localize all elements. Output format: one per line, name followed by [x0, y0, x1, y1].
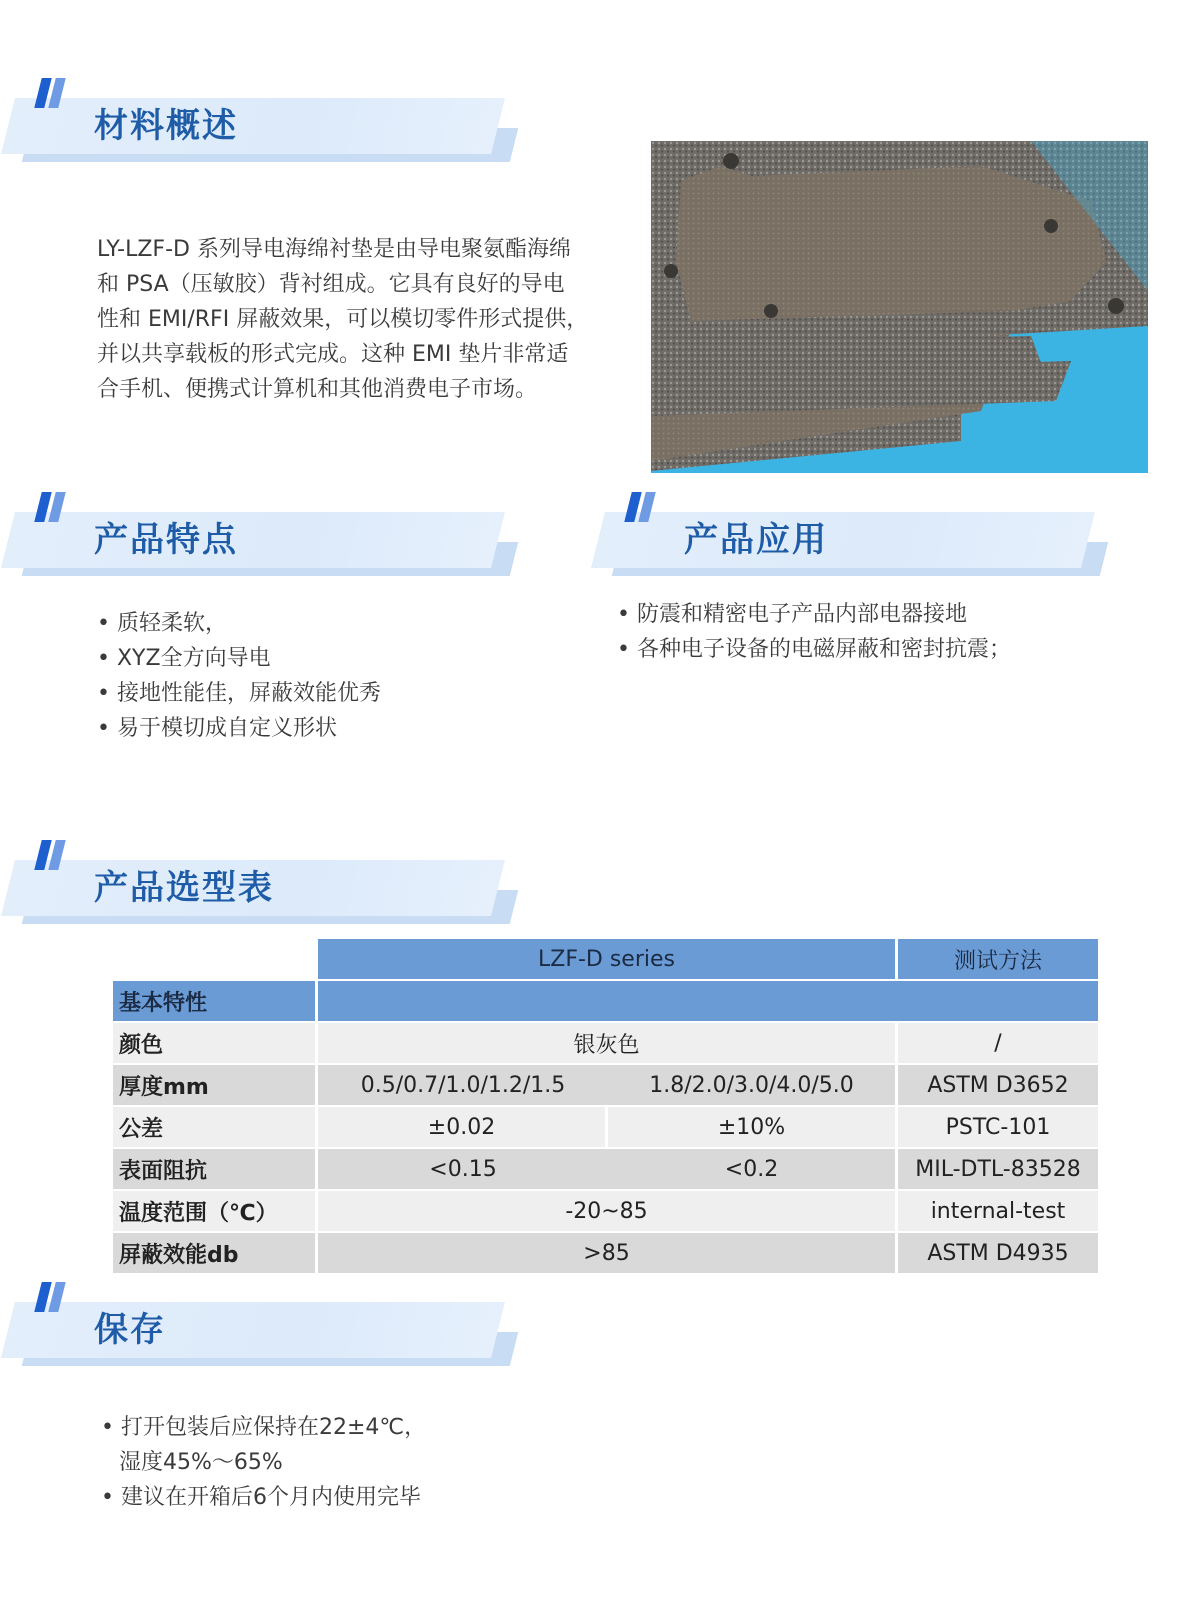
applications-list: [617, 597, 1011, 667]
section-header-applications: [590, 510, 1110, 582]
overview-line: 性和 EMI/RFI 屏蔽效果，可以模切零件形式提供，: [97, 307, 589, 332]
table-row: 公差 ±0.02 ±10% PSTC-101: [113, 1107, 1098, 1149]
table-header-row: [113, 939, 1098, 981]
list-item: • 建议在开箱后6个月内使用完毕: [101, 1480, 426, 1515]
list-item: • XYZ全方向导电: [97, 641, 381, 676]
product-photo: [651, 141, 1148, 473]
header-series: LZF-D series: [318, 939, 898, 981]
table-row: 表面阻抗 <0.15 <0.2 MIL-DTL-83528: [113, 1149, 1098, 1191]
spec-table: [113, 939, 1098, 1275]
list-item: • 易于模切成自定义形状: [97, 711, 381, 746]
overview-line: 和 PSA（压敏胶）背衬组成。它具有良好的导电: [97, 272, 565, 297]
list-item: • 各种电子设备的电磁屏蔽和密封抗震；: [617, 632, 1011, 667]
list-item: • 质轻柔软，: [97, 606, 381, 641]
features-list: [97, 606, 381, 746]
quote-mark-icon: [36, 840, 70, 874]
overview-line: LY-LZF-D 系列导电海绵衬垫是由导电聚氨酯海绵: [97, 237, 571, 262]
table-row: 温度范围（℃） -20~85 internal-test: [113, 1191, 1098, 1233]
list-item: • 打开包装后应保持在22±4℃， 湿度45%～65%: [101, 1410, 426, 1480]
header-test-method: 测试方法: [898, 939, 1098, 981]
quote-mark-icon: [36, 492, 70, 526]
table-group-row: [113, 981, 1098, 1023]
list-item: • 接地性能佳，屏蔽效能优秀: [97, 676, 381, 711]
section-header-features: [0, 510, 520, 582]
quote-mark-icon: [626, 492, 660, 526]
section-header-selection: [0, 858, 520, 930]
quote-mark-icon: [36, 1282, 70, 1316]
section-title: 材料概述: [94, 106, 238, 146]
overview-line: 并以共享载板的形式完成。这种 EMI 垫片非常适: [97, 342, 569, 367]
table-row: 颜色 银灰色 /: [113, 1023, 1098, 1065]
section-title: 保存: [94, 1310, 166, 1350]
section-header-storage: [0, 1300, 520, 1372]
list-item: • 防震和精密电子产品内部电器接地: [617, 597, 1011, 632]
section-title: 产品选型表: [94, 868, 274, 908]
table-row: 屏蔽效能db >85 ASTM D4935: [113, 1233, 1098, 1275]
storage-list: [101, 1410, 426, 1515]
group-label: 基本特性: [113, 981, 318, 1023]
section-title: 产品特点: [94, 520, 238, 560]
quote-mark-icon: [36, 78, 70, 112]
overview-line: 合手机、便携式计算机和其他消费电子市场。: [97, 377, 538, 402]
section-header-overview: [0, 96, 520, 168]
overview-paragraph: [97, 232, 588, 407]
table-row: 厚度mm 0.5/0.7/1.0/1.2/1.5 1.8/2.0/3.0/4.0/5.0 ASTM D3652: [113, 1065, 1098, 1107]
section-title: 产品应用: [684, 520, 828, 560]
